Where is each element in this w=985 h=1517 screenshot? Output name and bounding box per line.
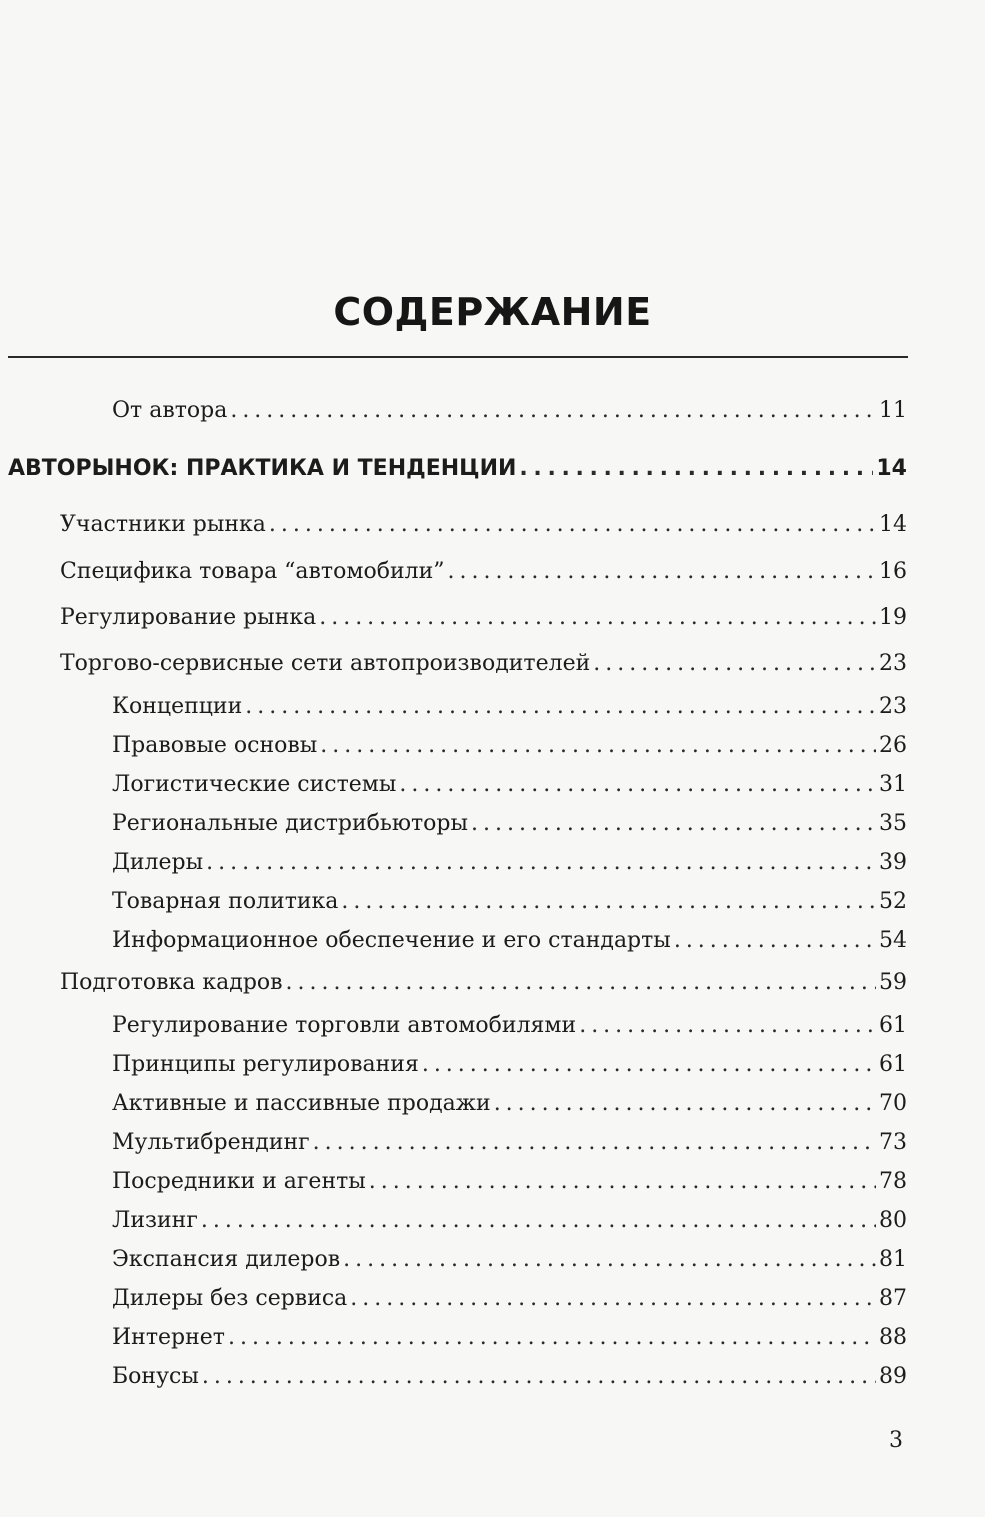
dot-leader [579, 1010, 876, 1042]
dot-leader [471, 808, 876, 840]
toc-entry[interactable] [112, 1361, 907, 1393]
toc-entry-label: От автора [112, 398, 228, 423]
toc-entry[interactable] [112, 395, 907, 427]
toc-entry[interactable] [112, 847, 907, 879]
toc-entry[interactable] [112, 1127, 907, 1159]
toc-entry-label: Концепции [112, 694, 243, 719]
toc-entry-page: 26 [879, 733, 907, 758]
dot-leader [313, 1127, 876, 1159]
dot-leader [422, 1049, 876, 1081]
dot-leader [228, 1322, 876, 1354]
toc-entry[interactable] [112, 1205, 907, 1237]
toc-entry-page: 59 [879, 970, 907, 995]
toc-entry[interactable] [60, 602, 907, 634]
dot-leader [269, 509, 876, 541]
dot-leader [593, 648, 876, 680]
toc-entry-page: 54 [879, 928, 907, 953]
dot-leader [202, 1361, 876, 1393]
toc-entry-label: Правовые основы [112, 733, 318, 758]
toc-entry-page: 80 [879, 1208, 907, 1233]
toc-entry-page: 61 [879, 1013, 907, 1038]
dot-leader [494, 1088, 876, 1120]
toc-entry-label: Регулирование торговли автомобилями [112, 1013, 577, 1038]
toc-entry-label: Информационное обеспечение и его стандарты [112, 928, 671, 953]
toc-entry-page: 16 [879, 559, 907, 584]
dot-leader [341, 886, 876, 918]
toc-entry-label: Интернет [112, 1325, 225, 1350]
toc-entry-label: Региональные дистрибьюторы [112, 811, 469, 836]
toc-entry[interactable] [112, 1244, 907, 1276]
toc-entry[interactable] [112, 1088, 907, 1120]
toc-entry-label: Бонусы [112, 1364, 199, 1389]
toc-entry-label: Лизинг [112, 1208, 198, 1233]
toc-entry-page: 23 [879, 651, 907, 676]
dot-leader [350, 1283, 876, 1315]
toc-entry-label: Дилеры без сервиса [112, 1286, 348, 1311]
toc-part-heading[interactable] [8, 453, 907, 485]
dot-leader [319, 602, 876, 634]
dot-leader [201, 1205, 876, 1237]
toc-entry-page: 70 [879, 1091, 907, 1116]
toc-entry[interactable] [112, 1049, 907, 1081]
toc-entry[interactable] [112, 925, 907, 957]
toc-entry-page: 31 [879, 772, 907, 797]
toc-entry[interactable] [112, 691, 907, 723]
toc-entry-page: 88 [879, 1325, 907, 1350]
toc-entry-label: Дилеры [112, 850, 204, 875]
toc-entry-page: 89 [879, 1364, 907, 1389]
page-number: 3 [889, 1428, 903, 1453]
toc-entry-page: 78 [879, 1169, 907, 1194]
toc-entry[interactable] [112, 808, 907, 840]
toc-entry-label: Участники рынка [60, 512, 266, 537]
toc-entry[interactable] [112, 1283, 907, 1315]
toc-entry-page: 39 [879, 850, 907, 875]
toc-entry-label: Логистические системы [112, 772, 397, 797]
dot-leader [399, 769, 876, 801]
toc-entry[interactable] [112, 730, 907, 762]
dot-leader [448, 556, 877, 588]
toc-entry-page: 23 [879, 694, 907, 719]
dot-leader [369, 1166, 876, 1198]
toc-entry[interactable] [112, 1010, 907, 1042]
dot-leader [674, 925, 876, 957]
toc-entry[interactable] [112, 769, 907, 801]
toc-entry-label: Торгово-сервисные сети автопроизводителей [60, 651, 591, 676]
toc-entry[interactable] [60, 556, 907, 588]
toc-entry-page: 61 [879, 1052, 907, 1077]
toc-entry-page: 14 [876, 456, 907, 481]
toc-entry[interactable] [112, 886, 907, 918]
toc-entry[interactable] [60, 967, 907, 999]
toc-entry-label: Посредники и агенты [112, 1169, 366, 1194]
toc-entry[interactable] [112, 1166, 907, 1198]
toc-entry-label: АВТОРЫНОК: ПРАКТИКА И ТЕНДЕНЦИИ [8, 456, 517, 481]
toc-entry-page: 35 [879, 811, 907, 836]
toc-entry-label: Специфика товара “автомобили” [60, 559, 445, 584]
toc-entry-page: 11 [879, 398, 907, 423]
dot-leader [230, 395, 876, 427]
dot-leader [245, 691, 876, 723]
toc-entry-page: 52 [879, 889, 907, 914]
toc-entry-page: 81 [879, 1247, 907, 1272]
toc-entry-page: 14 [879, 512, 907, 537]
toc-entry-label: Товарная политика [112, 889, 339, 914]
toc-entry-label: Принципы регулирования [112, 1052, 419, 1077]
toc-entry-label: Экспансия дилеров [112, 1247, 341, 1272]
dot-leader [286, 967, 876, 999]
dot-leader [519, 453, 873, 485]
toc-entry[interactable] [60, 509, 907, 541]
toc-entry-page: 19 [879, 605, 907, 630]
dot-leader [206, 847, 876, 879]
toc-entry-page: 73 [879, 1130, 907, 1155]
toc-entry-label: Активные и пассивные продажи [112, 1091, 491, 1116]
toc-entry-label: Подготовка кадров [60, 970, 283, 995]
dot-leader [320, 730, 876, 762]
toc-entry[interactable] [60, 648, 907, 680]
page-title: СОДЕРЖАНИЕ [333, 290, 652, 334]
dot-leader [343, 1244, 876, 1276]
toc-entry-page: 87 [879, 1286, 907, 1311]
toc-entry-label: Мультибрендинг [112, 1130, 310, 1155]
toc-entry[interactable] [112, 1322, 907, 1354]
toc-entry-label: Регулирование рынка [60, 605, 317, 630]
